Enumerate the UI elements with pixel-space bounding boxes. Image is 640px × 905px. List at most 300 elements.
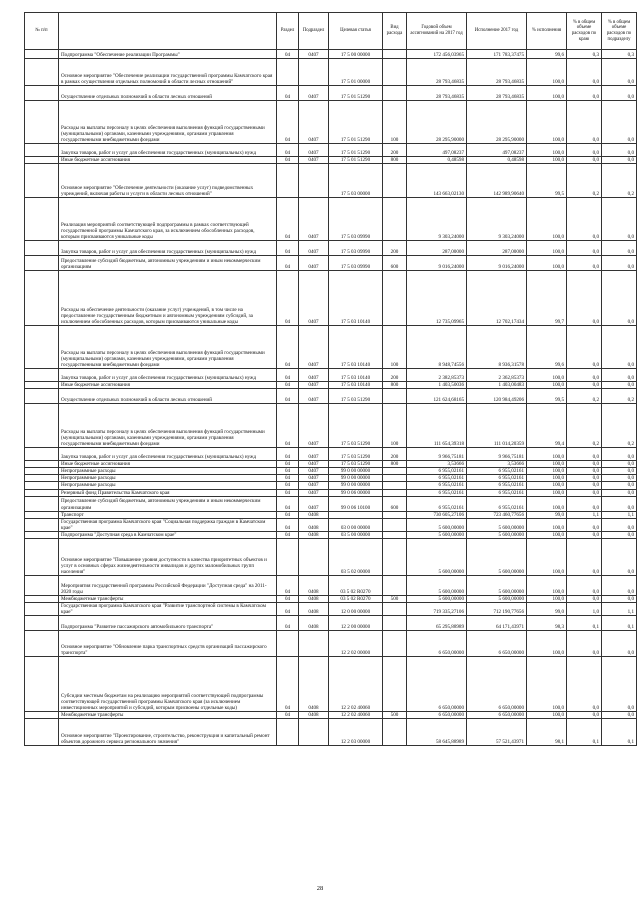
cell-target: 03 5 02 R0270 — [329, 576, 383, 596]
cell-annual: 121 624,68165 — [407, 389, 467, 404]
cell-no — [25, 531, 59, 538]
cell-share-total: 0,2 — [567, 389, 602, 404]
cell-annual: 6 955,02161 — [407, 475, 467, 482]
header-subsection: Подраздел — [299, 13, 329, 50]
cell-vid — [383, 271, 407, 326]
cell-share-total: 0,0 — [567, 59, 602, 86]
cell-annual: 3,53666 — [407, 461, 467, 468]
cell-vid — [383, 59, 407, 86]
cell-share-total: 0,0 — [567, 271, 602, 326]
cell-subsection — [299, 631, 329, 657]
cell-vid: 200 — [383, 448, 407, 461]
cell-percent: 100,0 — [527, 468, 567, 475]
cell-name: Государственная программа Камчатского края "Развитие транспортной системы в Камчатском крае" — [59, 603, 277, 616]
cell-subsection: 0408 — [299, 596, 329, 603]
cell-name: Закупка товаров, работ и услуг для обеспечения государственных (муниципальных) нужд — [59, 144, 277, 157]
cell-subsection: 0407 — [299, 241, 329, 256]
cell-annual: 5 600,00000 — [407, 596, 467, 603]
cell-no — [25, 539, 59, 576]
cell-executed: 171 783,37475 — [467, 50, 527, 59]
cell-share-group: 0,0 — [602, 256, 637, 271]
cell-share-group: 0,2 — [602, 389, 637, 404]
cell-vid — [383, 603, 407, 616]
cell-share-total: 1,0 — [567, 603, 602, 616]
cell-percent: 100,0 — [527, 157, 567, 164]
table-row — [25, 511, 637, 518]
cell-executed: 12 702,17434 — [467, 271, 527, 326]
cell-share-total: 0,0 — [567, 157, 602, 164]
cell-target: 03 5 00 00000 — [329, 531, 383, 538]
cell-subsection: 0407 — [299, 475, 329, 482]
cell-section: 04 — [277, 496, 299, 511]
table-row — [25, 475, 637, 482]
table-row — [25, 576, 637, 596]
cell-name: Основное мероприятие "Проектирование, строительство, реконструкция и капитальный ремонт объектов дорожного сервиса регионального значения" — [59, 719, 277, 746]
cell-percent: 98,1 — [527, 719, 567, 746]
cell-share-total: 0,0 — [567, 576, 602, 596]
cell-subsection: 0407 — [299, 489, 329, 496]
table-row — [25, 657, 637, 712]
header-percent: % исполнения — [527, 13, 567, 50]
cell-no — [25, 256, 59, 271]
cell-vid: 600 — [383, 256, 407, 271]
cell-executed: 287,00000 — [467, 241, 527, 256]
cell-vid: 200 — [383, 369, 407, 382]
cell-target: 12 2 02 00000 — [329, 631, 383, 657]
cell-name: Закупка товаров, работ и услуг для обеспечения государственных (муниципальных) нужд — [59, 369, 277, 382]
cell-executed: 6 650,00000 — [467, 657, 527, 712]
cell-section: 04 — [277, 271, 299, 326]
cell-section: 04 — [277, 157, 299, 164]
cell-annual: 111 654,39318 — [407, 404, 467, 448]
table-body — [25, 50, 637, 746]
cell-annual: 28 295,90000 — [407, 101, 467, 144]
cell-target: 17 5 03 09990 — [329, 198, 383, 241]
cell-section: 04 — [277, 404, 299, 448]
table-row — [25, 468, 637, 475]
cell-no — [25, 596, 59, 603]
cell-vid — [383, 576, 407, 596]
cell-name: Мероприятия государственной программы Российской Федерации "Доступная среда" на 2011-2020 годы — [59, 576, 277, 596]
cell-annual: 2 382,85373 — [407, 369, 467, 382]
table-header-row — [25, 13, 637, 50]
cell-share-group: 0,0 — [602, 539, 637, 576]
cell-target: 17 5 01 51290 — [329, 144, 383, 157]
cell-share-total: 0,0 — [567, 241, 602, 256]
cell-subsection: 0408 — [299, 511, 329, 518]
header-target: Целевая статья — [329, 13, 383, 50]
table-row — [25, 616, 637, 631]
cell-annual: 6 650,00000 — [407, 657, 467, 712]
cell-name: Предоставление субсидий бюджетным, автономным учреждениям и иным некоммерческим организациям — [59, 256, 277, 271]
cell-share-total: 0,0 — [567, 596, 602, 603]
table-row — [25, 59, 637, 86]
cell-percent: 100,0 — [527, 369, 567, 382]
table-row — [25, 496, 637, 511]
table-row — [25, 389, 637, 404]
cell-section: 04 — [277, 256, 299, 271]
cell-vid — [383, 482, 407, 489]
cell-share-total: 0,0 — [567, 144, 602, 157]
cell-subsection — [299, 59, 329, 86]
cell-annual: 5 600,00000 — [407, 576, 467, 596]
header-share-group: % в общем объеме расходов по подразделу — [602, 13, 637, 50]
cell-no — [25, 489, 59, 496]
cell-subsection: 0407 — [299, 389, 329, 404]
cell-no — [25, 468, 59, 475]
cell-share-total: 0,3 — [567, 50, 602, 59]
cell-percent: 99,6 — [527, 326, 567, 369]
cell-target: 17 5 03 09990 — [329, 241, 383, 256]
table-row — [25, 719, 637, 746]
cell-share-group: 0,0 — [602, 369, 637, 382]
cell-share-group: 0,1 — [602, 616, 637, 631]
table-row — [25, 596, 637, 603]
cell-subsection: 0407 — [299, 256, 329, 271]
cell-section: 04 — [277, 326, 299, 369]
header-share-total: % в общем объеме расходов по краю — [567, 13, 602, 50]
cell-percent: 99,5 — [527, 164, 567, 198]
cell-share-group: 1,1 — [602, 603, 637, 616]
cell-name: Иные бюджетные ассигнования — [59, 382, 277, 389]
cell-share-total: 0,1 — [567, 616, 602, 631]
cell-share-total: 0,0 — [567, 482, 602, 489]
cell-executed: 28 793,46835 — [467, 59, 527, 86]
header-annual: Годовой объем ассигнований на 2017 год — [407, 13, 467, 50]
cell-name: Расходы на выплаты персоналу в целях обеспечения выполнения функций государственными (муниципальными) органами, казенными учреждениями, органами управления государственными внебюджетными фондами — [59, 326, 277, 369]
cell-target: 17 5 03 51290 — [329, 461, 383, 468]
cell-section: 04 — [277, 489, 299, 496]
cell-section: 04 — [277, 603, 299, 616]
cell-percent: 100,0 — [527, 631, 567, 657]
cell-no — [25, 157, 59, 164]
cell-vid: 500 — [383, 596, 407, 603]
cell-name: Межбюджетные трансферты — [59, 596, 277, 603]
cell-target: 17 5 01 51290 — [329, 86, 383, 101]
table-row — [25, 489, 637, 496]
cell-name: Субсидии местным бюджетам на реализацию мероприятий соответствующей подпрограммы соответствующей государственной программы Камчатского края (за исключением инвестиционных мероприятий и субсидий, которым присвоены отдельные коды) — [59, 657, 277, 712]
cell-name: Предоставление субсидий бюджетным, автономным учреждениям и иным некоммерческим организациям — [59, 496, 277, 511]
cell-section: 04 — [277, 531, 299, 538]
cell-percent: 100,0 — [527, 475, 567, 482]
cell-annual: 28 793,46835 — [407, 59, 467, 86]
cell-annual: 1 403,50036 — [407, 382, 467, 389]
table-row — [25, 271, 637, 326]
cell-subsection: 0407 — [299, 461, 329, 468]
cell-no — [25, 144, 59, 157]
cell-no — [25, 369, 59, 382]
cell-vid: 500 — [383, 712, 407, 719]
cell-vid: 100 — [383, 404, 407, 448]
cell-section: 04 — [277, 712, 299, 719]
cell-name: Подпрограмма "Доступная среда в Камчатском крае" — [59, 531, 277, 538]
table-row — [25, 86, 637, 101]
cell-target: 12 2 03 00000 — [329, 719, 383, 746]
header-vid: Вид расхода — [383, 13, 407, 50]
cell-percent: 99,4 — [527, 404, 567, 448]
cell-share-total: 0,0 — [567, 326, 602, 369]
cell-subsection: 0408 — [299, 657, 329, 712]
cell-vid — [383, 86, 407, 101]
cell-annual: 8 948,74556 — [407, 326, 467, 369]
cell-no — [25, 461, 59, 468]
cell-annual: 9 303,24000 — [407, 198, 467, 241]
cell-annual: 6 955,02161 — [407, 489, 467, 496]
cell-target: 17 5 03 10140 — [329, 326, 383, 369]
cell-annual: 5 600,00000 — [407, 518, 467, 531]
cell-vid — [383, 719, 407, 746]
cell-annual: 12 735,09965 — [407, 271, 467, 326]
cell-share-group: 0,0 — [602, 631, 637, 657]
cell-share-group: 0,0 — [602, 468, 637, 475]
cell-percent: 100,0 — [527, 489, 567, 496]
cell-vid: 100 — [383, 101, 407, 144]
cell-name: Осуществление отдельных полномочий в области лесных отношений — [59, 86, 277, 101]
cell-no — [25, 50, 59, 59]
cell-executed: 120 984,49206 — [467, 389, 527, 404]
header-no: № п/п — [25, 13, 59, 50]
cell-share-total: 0,0 — [567, 369, 602, 382]
cell-section: 04 — [277, 468, 299, 475]
cell-percent: 100,0 — [527, 241, 567, 256]
cell-executed: 6 955,02161 — [467, 496, 527, 511]
cell-name: Расходы на выплаты персоналу в целях обеспечения выполнения функций государственными (муниципальными) органами, казенными учреждениями, органами управления государственными внебюджетными фондами — [59, 404, 277, 448]
cell-name: Основное мероприятие "Повышение уровня доступности в качества приоритетных объектов и услуг в основных сферах жизнедеятельности инвалидов и других маломобильных групп населения" — [59, 539, 277, 576]
cell-section: 04 — [277, 511, 299, 518]
cell-share-group: 0,0 — [602, 596, 637, 603]
cell-no — [25, 101, 59, 144]
cell-percent: 100,0 — [527, 461, 567, 468]
cell-no — [25, 518, 59, 531]
cell-share-group: 0,0 — [602, 448, 637, 461]
cell-annual: 497,08237 — [407, 144, 467, 157]
cell-annual: 6 955,02161 — [407, 496, 467, 511]
cell-section: 04 — [277, 482, 299, 489]
cell-annual: 65 295,88989 — [407, 616, 467, 631]
cell-subsection: 0407 — [299, 382, 329, 389]
cell-vid — [383, 198, 407, 241]
cell-annual: 5 600,00000 — [407, 531, 467, 538]
cell-name: Непрограммные расходы — [59, 482, 277, 489]
cell-executed: 723 460,77656 — [467, 511, 527, 518]
cell-no — [25, 271, 59, 326]
cell-subsection: 0407 — [299, 50, 329, 59]
cell-section: 04 — [277, 596, 299, 603]
cell-share-group: 0,0 — [602, 496, 637, 511]
cell-section — [277, 719, 299, 746]
cell-vid: 200 — [383, 241, 407, 256]
cell-vid: 800 — [383, 157, 407, 164]
cell-name: Расходы на выплаты персоналу в целях обеспечения выполнения функций государственными (муниципальными) органами, казенными учреждениями, органами управления государственными внебюджетными фондами — [59, 101, 277, 144]
cell-name: Непрограммные расходы — [59, 475, 277, 482]
cell-vid — [383, 539, 407, 576]
cell-executed: 2 362,85373 — [467, 369, 527, 382]
cell-percent: 100,0 — [527, 657, 567, 712]
cell-target: 17 5 03 10140 — [329, 271, 383, 326]
cell-vid — [383, 657, 407, 712]
cell-share-total: 0,0 — [567, 468, 602, 475]
cell-percent: 99,6 — [527, 50, 567, 59]
cell-vid: 200 — [383, 144, 407, 157]
cell-no — [25, 164, 59, 198]
cell-share-total: 0,0 — [567, 475, 602, 482]
table-row — [25, 256, 637, 271]
cell-name: Подпрограмма "Развитие пассажирского автомобильного транспорта" — [59, 616, 277, 631]
cell-share-total: 0,0 — [567, 531, 602, 538]
cell-subsection: 0407 — [299, 101, 329, 144]
cell-annual: 6 955,02161 — [407, 468, 467, 475]
cell-section: 04 — [277, 461, 299, 468]
cell-share-total: 0,0 — [567, 198, 602, 241]
cell-name: Закупка товаров, работ и услуг для обеспечения государственных (муниципальных) нужд — [59, 448, 277, 461]
cell-name: Основное мероприятие "Обновление парка транспортных средств организаций пассажирского транспорта" — [59, 631, 277, 657]
table-row — [25, 101, 637, 144]
table-row — [25, 241, 637, 256]
cell-no — [25, 482, 59, 489]
cell-executed: 28 793,46835 — [467, 86, 527, 101]
cell-share-group: 0,0 — [602, 86, 637, 101]
cell-share-total: 0,0 — [567, 712, 602, 719]
cell-share-total: 0,0 — [567, 631, 602, 657]
cell-share-group: 0,0 — [602, 531, 637, 538]
cell-executed: 6 955,02161 — [467, 475, 527, 482]
cell-section — [277, 631, 299, 657]
cell-percent: 100,0 — [527, 596, 567, 603]
cell-no — [25, 59, 59, 86]
cell-share-group: 0,0 — [602, 657, 637, 712]
cell-subsection: 0407 — [299, 448, 329, 461]
cell-percent: 99,0 — [527, 511, 567, 518]
cell-name: Расходы на обеспечение деятельности (оказание услуг) учреждений, в том числе на предоставление государственным бюджетным и автономным учреждениям субсидий, за исключением обособленных расходов, которым присваиваются уникальные коды — [59, 271, 277, 326]
table-row — [25, 198, 637, 241]
cell-share-group: 0,2 — [602, 404, 637, 448]
cell-target: 99 0 00 00000 — [329, 475, 383, 482]
cell-no — [25, 496, 59, 511]
cell-percent: 100,0 — [527, 101, 567, 144]
cell-no — [25, 448, 59, 461]
cell-executed: 497,08237 — [467, 144, 527, 157]
cell-executed: 712 190,77656 — [467, 603, 527, 616]
cell-executed: 6 955,02161 — [467, 482, 527, 489]
cell-target: 03 5 02 00000 — [329, 539, 383, 576]
cell-vid — [383, 631, 407, 657]
cell-no — [25, 511, 59, 518]
cell-name: Реализация мероприятий соответствующей подпрограммы в рамках соответствующей государственной программы Камчатского края, за исключением обособленных расходов, которым присваиваются уникальные коды — [59, 198, 277, 241]
cell-subsection: 0407 — [299, 496, 329, 511]
cell-section: 04 — [277, 616, 299, 631]
cell-percent: 100,0 — [527, 86, 567, 101]
cell-name: Осуществление отдельных полномочий в области лесных отношений — [59, 389, 277, 404]
cell-section: 04 — [277, 475, 299, 482]
cell-share-group: 0,0 — [602, 482, 637, 489]
cell-annual: 6 955,02161 — [407, 482, 467, 489]
cell-target: 17 5 01 00000 — [329, 59, 383, 86]
table-row — [25, 382, 637, 389]
cell-share-total: 0,0 — [567, 489, 602, 496]
cell-target: 17 5 03 10140 — [329, 369, 383, 382]
cell-no — [25, 712, 59, 719]
cell-share-group: 0,0 — [602, 518, 637, 531]
cell-section — [277, 59, 299, 86]
cell-share-group: 0,2 — [602, 164, 637, 198]
cell-annual: 5 600,00000 — [407, 539, 467, 576]
cell-section: 04 — [277, 657, 299, 712]
cell-vid: 800 — [383, 382, 407, 389]
cell-executed: 9 303,24000 — [467, 198, 527, 241]
cell-no — [25, 657, 59, 712]
cell-executed: 1 403,00483 — [467, 382, 527, 389]
cell-percent: 100,0 — [527, 382, 567, 389]
cell-no — [25, 86, 59, 101]
cell-no — [25, 326, 59, 369]
cell-target: 12 2 02 40060 — [329, 712, 383, 719]
cell-share-group: 0,0 — [602, 241, 637, 256]
table-row — [25, 326, 637, 369]
cell-annual: 6 650,00000 — [407, 631, 467, 657]
header-executed: Исполнение 2017 год — [467, 13, 527, 50]
cell-subsection: 0407 — [299, 157, 329, 164]
cell-annual: 719 335,27106 — [407, 603, 467, 616]
cell-no — [25, 631, 59, 657]
cell-share-group: 0,0 — [602, 489, 637, 496]
cell-share-total: 0,2 — [567, 404, 602, 448]
cell-annual: 730 605,27106 — [407, 511, 467, 518]
cell-subsection — [299, 539, 329, 576]
cell-share-group: 0,1 — [602, 719, 637, 746]
cell-target: 17 5 03 51290 — [329, 448, 383, 461]
cell-executed: 6 650,00000 — [467, 712, 527, 719]
cell-share-total: 0,2 — [567, 164, 602, 198]
cell-vid — [383, 531, 407, 538]
cell-no — [25, 616, 59, 631]
cell-section: 04 — [277, 50, 299, 59]
cell-vid — [383, 475, 407, 482]
cell-vid: 100 — [383, 326, 407, 369]
cell-executed: 9 966,75181 — [467, 448, 527, 461]
cell-subsection: 0407 — [299, 369, 329, 382]
cell-annual: 0,48598 — [407, 157, 467, 164]
table-row — [25, 531, 637, 538]
page-number: 28 — [316, 885, 324, 892]
budget-sheet — [24, 12, 636, 746]
cell-subsection: 0407 — [299, 326, 329, 369]
cell-subsection: 0408 — [299, 576, 329, 596]
cell-share-group: 0,0 — [602, 144, 637, 157]
cell-no — [25, 389, 59, 404]
table-row — [25, 369, 637, 382]
cell-target — [329, 511, 383, 518]
cell-name: Подпрограмма "Обеспечение реализации Программы" — [59, 50, 277, 59]
cell-percent: 100,0 — [527, 144, 567, 157]
table-row — [25, 448, 637, 461]
cell-percent: 100,0 — [527, 198, 567, 241]
table-row — [25, 144, 637, 157]
cell-target: 17 5 03 10140 — [329, 382, 383, 389]
cell-percent: 100,0 — [527, 576, 567, 596]
cell-annual: 172 456,03965 — [407, 50, 467, 59]
cell-executed: 5 600,00000 — [467, 518, 527, 531]
cell-percent: 100,0 — [527, 448, 567, 461]
cell-target: 17 5 01 51290 — [329, 101, 383, 144]
cell-share-group: 0,0 — [602, 59, 637, 86]
cell-executed: 8 936,31578 — [467, 326, 527, 369]
cell-percent: 100,0 — [527, 482, 567, 489]
cell-percent: 100,0 — [527, 256, 567, 271]
cell-target: 17 5 03 09990 — [329, 256, 383, 271]
cell-share-group: 0,0 — [602, 157, 637, 164]
cell-share-group: 0,3 — [602, 50, 637, 59]
header-name — [59, 13, 277, 50]
